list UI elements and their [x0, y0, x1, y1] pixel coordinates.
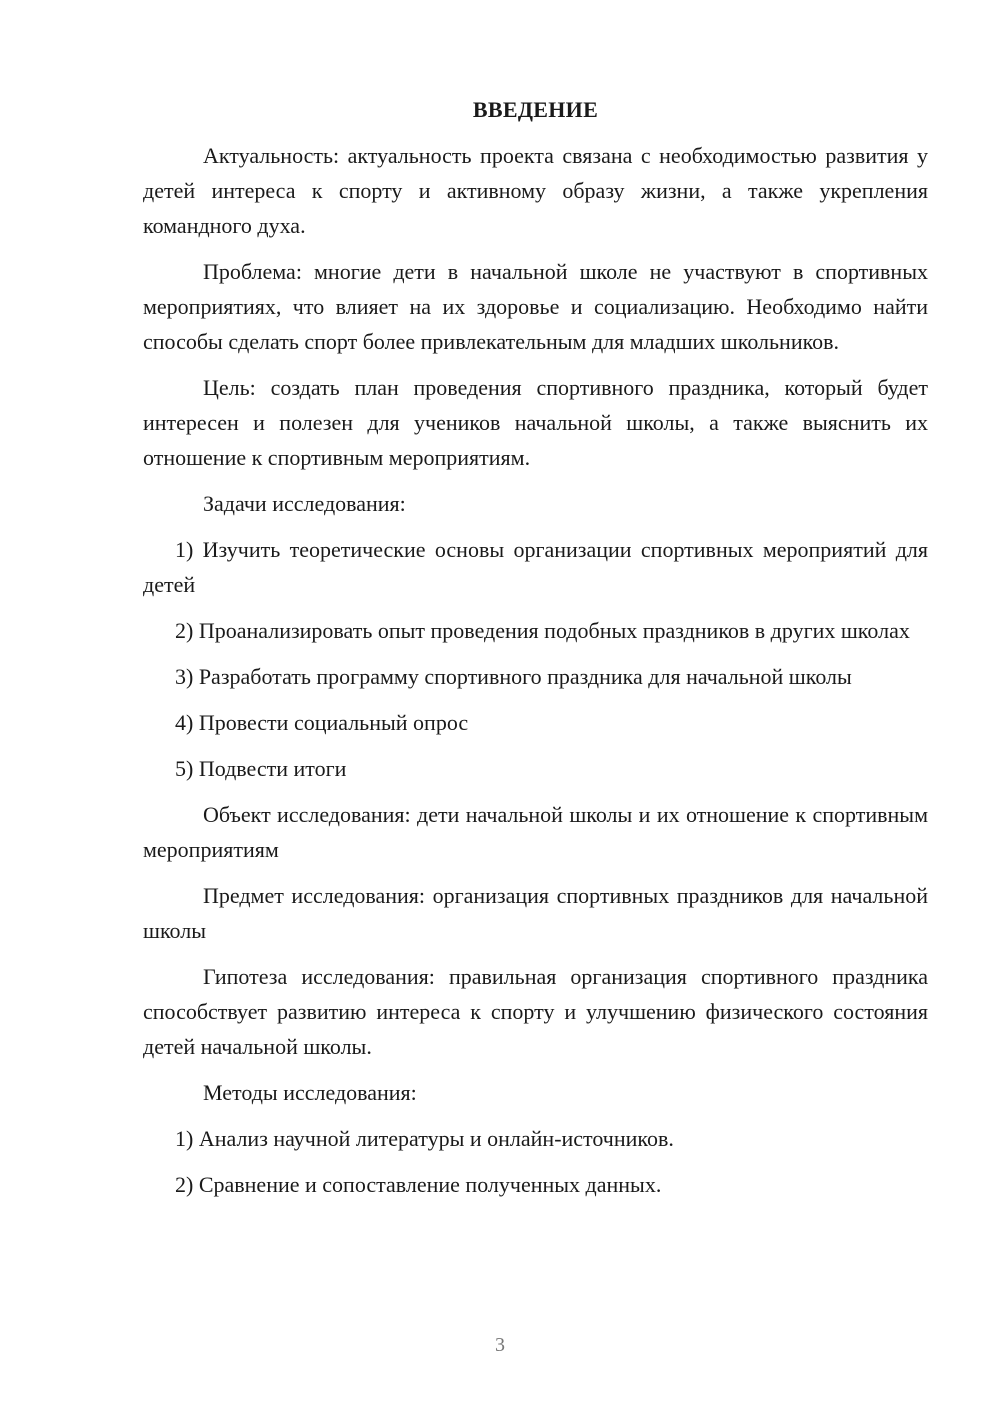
page-number: 3	[495, 1334, 505, 1356]
tasks-heading: Задачи исследования:	[203, 491, 406, 516]
document-page	[143, 92, 928, 1213]
paragraph-hypothesis: Гипотеза исследования: правильная организация спортивного праздника способствует развитию интереса к спорту и улучшению физического состояния детей начальной школы.	[143, 964, 928, 1059]
method-item: 2) Сравнение и сопоставление полученных данных.	[175, 1172, 662, 1197]
paragraph-subject: Предмет исследования: организация спортивных праздников для начальной школы	[143, 883, 928, 943]
task-item: 2) Проанализировать опыт проведения подобных праздников в других школах	[175, 618, 910, 643]
task-item: 3) Разработать программу спортивного праздника для начальной школы	[175, 664, 852, 689]
method-item: 1) Анализ научной литературы и онлайн-источников.	[175, 1126, 674, 1151]
task-item: 5) Подвести итоги	[175, 756, 347, 781]
paragraph-object: Объект исследования: дети начальной школы и их отношение к спортивным мероприятиям	[143, 802, 928, 862]
page-title: ВВЕДЕНИЕ	[472, 97, 599, 122]
task-item: 1) Изучить теоретические основы организации спортивных мероприятий для детей	[143, 537, 928, 597]
task-item: 4) Провести социальный опрос	[175, 710, 469, 735]
methods-heading: Методы исследования:	[203, 1080, 417, 1105]
paragraph-goal: Цель: создать план проведения спортивного праздника, который будет интересен и полезен для учеников начальной школы, а также выяснить их отношение к спортивным мероприятиям.	[143, 375, 928, 470]
paragraph-relevance: Актуальность: актуальность проекта связана с необходимостью развития у детей интереса к спорту и активному образу жизни, а также укрепления командного духа.	[143, 143, 928, 238]
paragraph-problem: Проблема: многие дети в начальной школе не участвуют в спортивных мероприятиях, что влияет на их здоровье и социализацию. Необходимо найти способы сделать спорт более привлекательным для младших школьников.	[143, 259, 928, 354]
